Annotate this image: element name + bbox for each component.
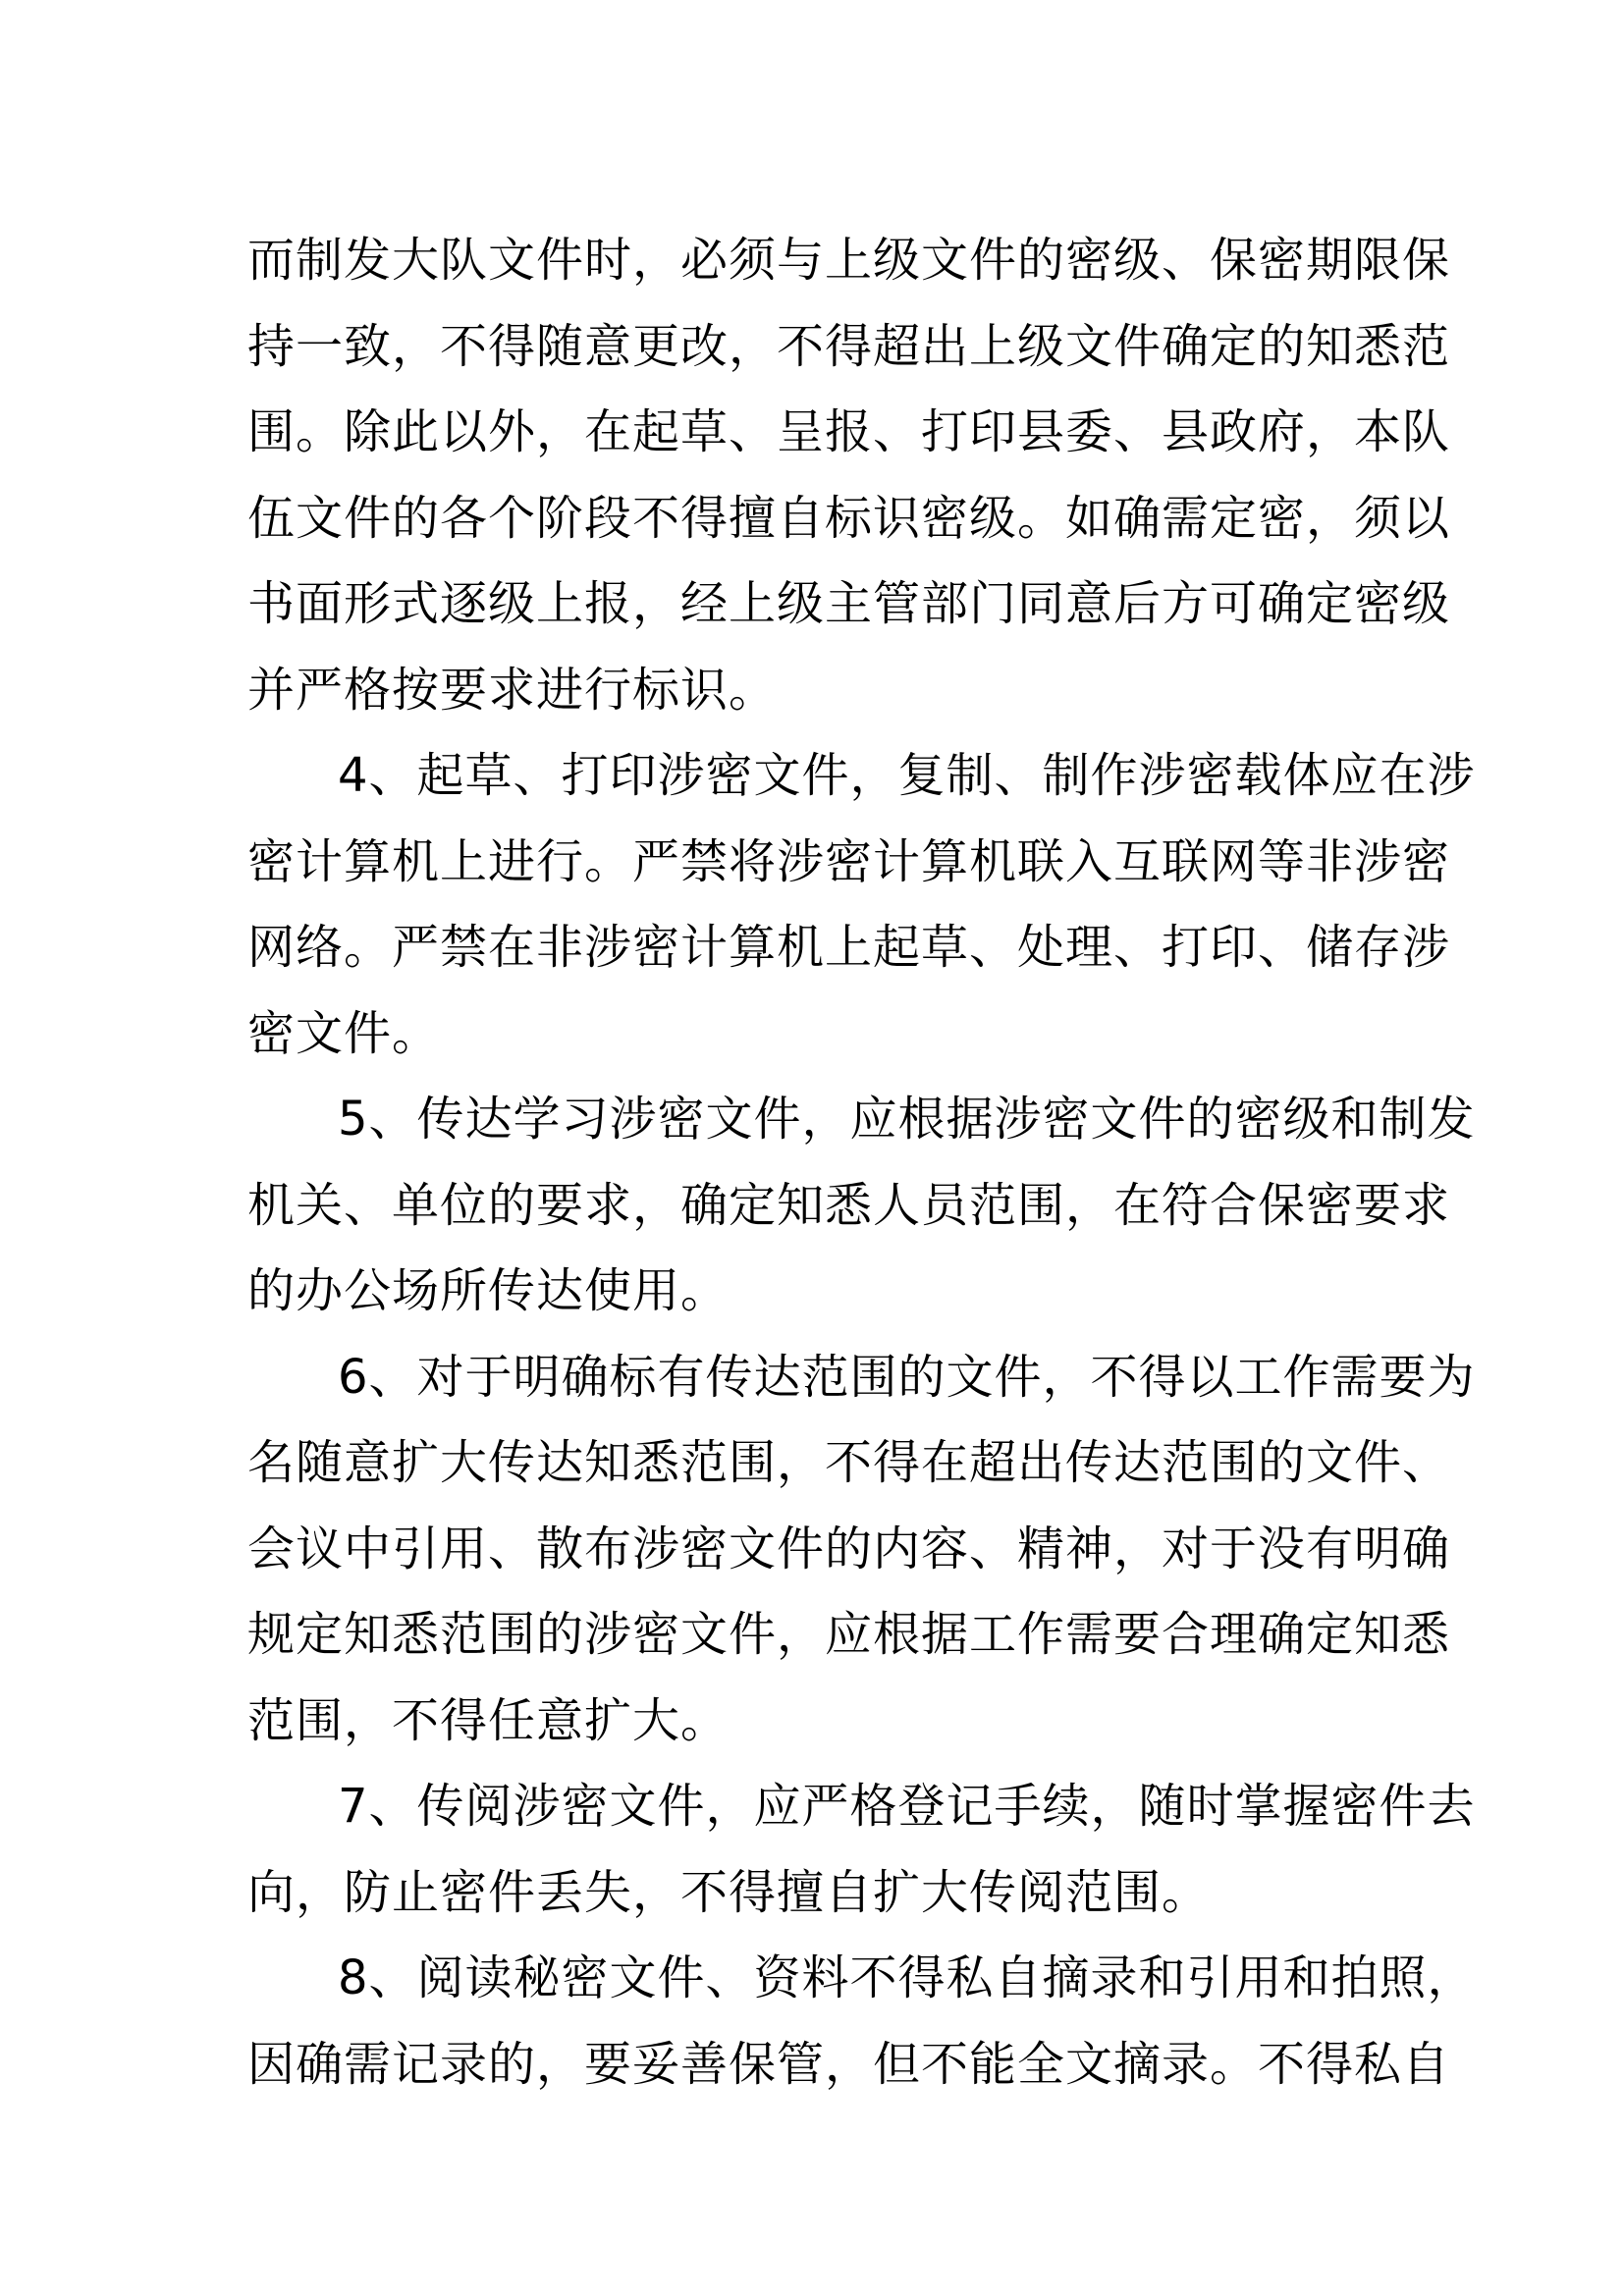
- text-line: 书面形式逐级上报，经上级主管部门同意后方可确定密级: [247, 576, 1451, 631]
- text-line: 因确需记录的，要妥善保管，但不能全文摘录。不得私自: [247, 2036, 1451, 2092]
- text-line: 伍文件的各个阶段不得擅自标识密级。如确需定密，须以: [247, 490, 1451, 546]
- text-line: 的办公场所传达使用。: [247, 1263, 730, 1318]
- text-line: 而制发大队文件时，必须与上级文件的密级、保密期限保: [247, 233, 1451, 288]
- paragraph-4-first-line: 4、起草、打印涉密文件，复制、制作涉密载体应在涉: [338, 748, 1476, 803]
- paragraph-8-first-line: 8、阅读秘密文件、资料不得私自摘录和引用和拍照，: [338, 1950, 1476, 2005]
- text-line: 规定知悉范围的涉密文件，应根据工作需要合理确定知悉: [247, 1607, 1451, 1662]
- text-line: 向，防止密件丢失，不得擅自扩大传阅范围。: [247, 1864, 1211, 1920]
- text-line: 密文件。: [247, 1005, 441, 1061]
- paragraph-6-first-line: 6、对于明确标有传达范围的文件，不得以工作需要为: [338, 1349, 1476, 1405]
- text-line: 网络。严禁在非涉密计算机上起草、处理、打印、储存涉: [247, 920, 1451, 975]
- text-line: 并严格按要求进行标识。: [247, 662, 778, 718]
- text-line: 密计算机上进行。严禁将涉密计算机联入互联网等非涉密: [247, 833, 1451, 889]
- document-body: [247, 218, 1476, 2108]
- paragraph-7-first-line: 7、传阅涉密文件，应严格登记手续，随时掌握密件去: [338, 1779, 1476, 1834]
- text-line: 会议中引用、散布涉密文件的内容、精神，对于没有明确: [247, 1521, 1451, 1576]
- text-line: 名随意扩大传达知悉范围，不得在超出传达范围的文件、: [247, 1435, 1451, 1490]
- text-line: 持一致，不得随意更改，不得超出上级文件确定的知悉范: [247, 318, 1451, 374]
- text-line: 范围，不得任意扩大。: [247, 1692, 730, 1748]
- text-line: 机关、单位的要求，确定知悉人员范围，在符合保密要求: [247, 1177, 1451, 1233]
- paragraph-5-first-line: 5、传达学习涉密文件，应根据涉密文件的密级和制发: [338, 1092, 1476, 1147]
- text-line: 围。除此以外，在起草、呈报、打印县委、县政府，本队: [247, 404, 1451, 459]
